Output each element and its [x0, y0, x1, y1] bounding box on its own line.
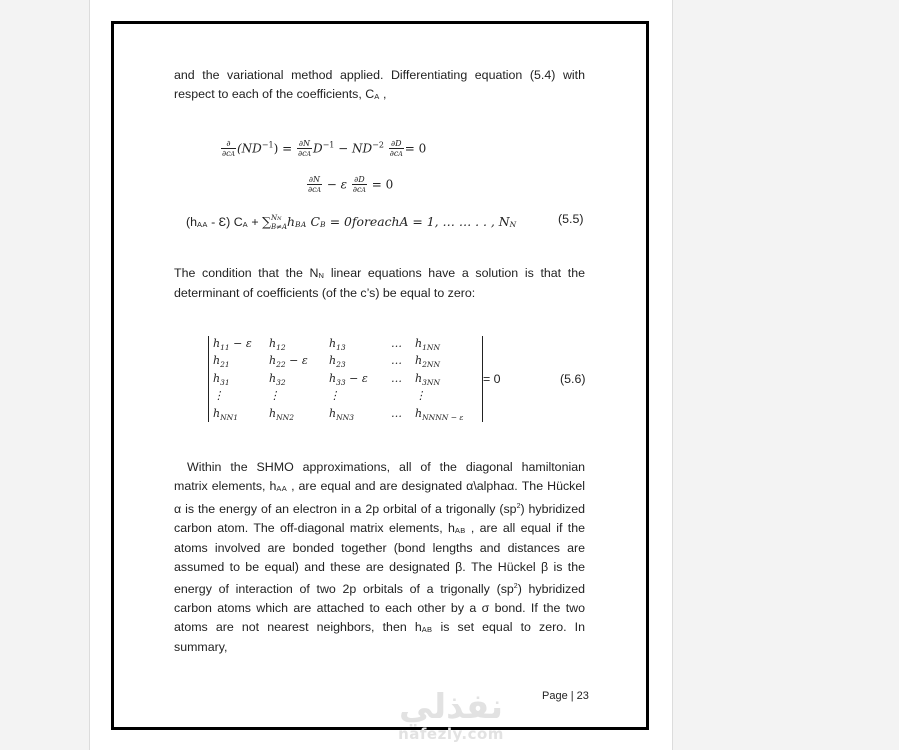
watermark-arabic: نفذلي: [398, 687, 504, 727]
text-fragment: is set equal to zero. In: [432, 620, 585, 635]
paragraph-intro: [174, 66, 585, 105]
matrix-cell-subscript: N: [336, 413, 343, 422]
matrix-cell: [269, 372, 286, 385]
matrix-cell-symbol: h: [415, 337, 423, 350]
matrix-cell: [415, 389, 426, 402]
paragraph-shmo-line: Within the SHMO approximations, all of the diagonal hamiltonian: [187, 460, 585, 474]
paragraph-shmo: [174, 458, 585, 657]
matrix-cell-symbol: h: [329, 354, 337, 367]
matrix-cell: [391, 407, 402, 420]
matrix-cell-subscript: N: [276, 413, 283, 422]
matrix-cell-symbol: ⋮: [329, 389, 340, 402]
subscript: A: [306, 151, 311, 158]
matrix-cell-suffix: − ε: [229, 337, 252, 350]
subscript: N: [509, 220, 517, 229]
superscript: −1: [322, 140, 335, 150]
matrix-cell: [329, 337, 346, 350]
numerator: ∂D: [389, 139, 404, 149]
text-fragment: , are all equal if the: [465, 521, 585, 536]
subscript: BA: [295, 220, 307, 229]
text-fragment: = 0foreachA = 1, … … . . , N: [325, 214, 510, 229]
text-fragment: ) =: [273, 141, 293, 156]
fraction: [389, 139, 404, 159]
matrix-cell-suffix: N: [433, 343, 440, 352]
matrix-cell-subscript: 33: [336, 378, 346, 387]
paragraph-shmo-line: [174, 577, 585, 599]
matrix-cell-subscript: 32: [276, 378, 286, 387]
matrix-cell: [269, 337, 286, 350]
subscript: N: [318, 271, 325, 280]
subscript: AA: [197, 220, 208, 229]
matrix-cell: [391, 337, 402, 350]
paragraph-shmo-line: assumed to be equal) and these are designated β. The Hückel β is the: [174, 560, 586, 575]
watermark-url: nafezly.com: [398, 725, 504, 743]
equation-number-5-6: (5.6): [560, 372, 586, 386]
matrix-cell-symbol: …: [391, 372, 402, 385]
matrix-cell-suffix: − ε: [285, 354, 308, 367]
matrix-cell: [391, 354, 402, 367]
text-fragment: ∂c: [297, 149, 307, 158]
matrix-cell-suffix: N2: [282, 413, 294, 422]
matrix-cell-subscript: 12: [276, 343, 286, 352]
text-fragment: C: [306, 214, 320, 229]
determinant-matrix: [208, 336, 483, 422]
matrix-cell: [269, 389, 280, 402]
paragraph-shmo-line: [174, 519, 585, 539]
matrix-cell-symbol: h: [269, 337, 277, 350]
matrix-cell: [213, 407, 238, 420]
matrix-cell-symbol: …: [391, 337, 402, 350]
matrix-cell: [415, 354, 440, 367]
subscript: A: [316, 187, 321, 194]
matrix-cell: [415, 407, 463, 420]
superscript: −1: [261, 140, 274, 150]
equation-number-5-5: (5.5): [558, 212, 584, 226]
denominator: [297, 149, 312, 159]
text-fragment: ∂c: [308, 185, 317, 194]
fraction: [297, 139, 312, 159]
matrix-cell-suffix: N3: [342, 413, 354, 422]
matrix-cell: [329, 389, 340, 402]
subscript: A: [242, 220, 248, 229]
matrix-cell-subscript: 11: [220, 343, 230, 352]
matrix-cell-symbol: h: [415, 372, 423, 385]
text-fragment: − ε: [322, 177, 348, 192]
matrix-cell: [329, 354, 346, 367]
paragraph-condition: [174, 264, 585, 303]
superscript: 2: [513, 583, 518, 591]
text-fragment: (h: [186, 215, 198, 229]
matrix-cell-subscript: 13: [336, 343, 346, 352]
text-fragment: = 0: [404, 141, 427, 156]
subscript: AA: [276, 484, 288, 493]
subscript: AB: [454, 526, 466, 536]
denominator: [221, 149, 236, 159]
paragraph-condition-line-1: [174, 264, 585, 284]
matrix-cell: [213, 389, 224, 402]
matrix-cell: [213, 372, 230, 385]
matrix-cell-subscript: 21: [220, 360, 230, 369]
numerator: ∂N: [298, 139, 311, 148]
paragraph-intro-line-1: and the variational method applied. Differentiating equation (5.4) with: [174, 68, 585, 82]
matrix-cell-symbol: h: [213, 372, 221, 385]
matrix-cell: [329, 407, 354, 420]
matrix-cell-suffix: N: [433, 378, 440, 387]
subscript: B: [319, 220, 326, 229]
text-fragment: ) hybridized: [517, 582, 585, 597]
text-fragment: matrix elements, h: [174, 479, 277, 493]
text-fragment: ) hybridized: [520, 502, 586, 517]
matrix-cell-symbol: …: [391, 354, 402, 367]
matrix-cell-symbol: h: [269, 407, 277, 420]
watermark: [396, 688, 506, 742]
fraction: [352, 175, 367, 195]
denominator: [389, 149, 404, 159]
matrix-cell-suffix: − ε: [345, 372, 368, 385]
matrix-cell-symbol: h: [269, 354, 277, 367]
text-fragment: atoms are not nearest neighbors, then h: [174, 620, 422, 635]
matrix-cell-symbol: h: [415, 354, 423, 367]
subscript: A: [361, 187, 366, 194]
paragraph-shmo-line: carbon atoms which are attached to each other by a σ bond. If the two: [174, 601, 585, 616]
matrix-cell-symbol: h: [213, 354, 221, 367]
equation-secular: [186, 212, 517, 233]
paragraph-shmo-line: summary,: [174, 640, 228, 655]
equation-condition: [306, 175, 393, 195]
text-fragment: ,: [379, 87, 387, 101]
matrix-cell: [329, 372, 368, 385]
matrix-cell-subscript: 23: [336, 360, 346, 369]
determinant-equals-zero: = 0: [483, 372, 501, 386]
matrix-cell: [415, 372, 440, 385]
text-fragment: , are equal and are designated α\alphaα. The Hückel: [287, 479, 585, 493]
summation-limits: [271, 214, 287, 231]
matrix-cell-subscript: N: [422, 413, 429, 422]
numerator: ∂D: [352, 175, 367, 185]
text-fragment: h: [287, 214, 296, 229]
equation-derivative: [220, 139, 426, 159]
matrix-cell-subscript: 22: [276, 360, 286, 369]
text-fragment: = 0: [367, 177, 394, 192]
text-fragment: ∂c: [389, 149, 399, 158]
matrix-cell-symbol: h: [213, 407, 221, 420]
text-fragment: carbon atom. The off-diagonal matrix elements, h: [174, 521, 455, 536]
upper-limit: [271, 214, 287, 223]
matrix-cell-symbol: h: [329, 407, 337, 420]
numerator: ∂: [221, 139, 236, 149]
text-fragment: D: [312, 141, 323, 156]
text-fragment: ∂c: [222, 149, 231, 158]
summand: [287, 214, 516, 229]
text-fragment: energy of interaction of two 2p orbitals of a trigonally (sp: [174, 582, 514, 597]
paragraph-shmo-line: atoms involved are bonded together (bond lengths and distances are: [174, 541, 585, 556]
matrix-cell-symbol: ⋮: [269, 389, 280, 402]
matrix-cell: [391, 372, 402, 385]
text-fragment: ∂c: [352, 185, 362, 194]
text-fragment: - Ɛ) C: [207, 215, 243, 229]
matrix-cell: [269, 354, 308, 367]
text-fragment: respect to each of the coefficients, C: [174, 87, 375, 101]
subscript: AB: [421, 625, 433, 635]
subscript: A: [374, 92, 380, 101]
matrix-cell-subscript: 3N: [422, 378, 434, 387]
matrix-cell-symbol: h: [329, 372, 337, 385]
matrix-cell: [415, 337, 440, 350]
text-fragment: α is the energy of an electron in a 2p orbital of a trigonally (sp: [174, 502, 517, 517]
matrix-cell-subscript: N: [220, 413, 227, 422]
denominator: [307, 185, 322, 195]
matrix-cell: [269, 407, 294, 420]
numerator: ∂N: [308, 175, 321, 184]
text-fragment: − ND: [334, 141, 373, 156]
matrix-cell-suffix: N: [433, 360, 440, 369]
lower-limit: B≠A: [270, 223, 288, 232]
paragraph-condition-line-2: determinant of coefficients (of the c’s) be equal to zero:: [174, 286, 476, 300]
summation-symbol: ∑: [262, 214, 271, 229]
paragraph-shmo-line: [174, 618, 585, 638]
subscript: N: [277, 216, 282, 223]
denominator: [352, 185, 367, 195]
subscript: A: [230, 151, 235, 158]
paragraph-shmo-line: [174, 477, 585, 497]
fraction: [221, 139, 236, 159]
text-fragment: +: [247, 215, 263, 229]
matrix-cell-subscript: 1N: [422, 343, 434, 352]
matrix-cell-symbol: h: [269, 372, 277, 385]
text-fragment: The condition that the N: [174, 266, 319, 280]
page-number: Page | 23: [542, 690, 589, 702]
matrix-cell-suffix: NNN − ε: [428, 413, 464, 422]
text-fragment: linear equations have a solution is that the: [324, 266, 586, 280]
paragraph-intro-line-2: [174, 85, 585, 105]
text-fragment: (ND: [236, 141, 262, 156]
matrix-cell-suffix: N1: [226, 413, 238, 422]
matrix-cell-symbol: ⋮: [213, 389, 224, 402]
paragraph-shmo-line: [174, 497, 585, 519]
fraction: [307, 175, 322, 195]
matrix-cell-symbol: h: [329, 337, 337, 350]
matrix-cell-symbol: …: [391, 407, 402, 420]
matrix-cell: [213, 337, 252, 350]
subscript: A: [398, 151, 403, 158]
matrix-cell: [213, 354, 230, 367]
superscript: −2: [372, 140, 384, 150]
text-fragment: N: [270, 214, 278, 223]
matrix-cell-symbol: h: [415, 407, 423, 420]
matrix-cell-symbol: h: [213, 337, 221, 350]
matrix-cell-subscript: 2N: [422, 360, 434, 369]
superscript: 2: [516, 503, 521, 510]
matrix-cell-symbol: ⋮: [415, 389, 426, 402]
matrix-cell-subscript: 31: [220, 378, 230, 387]
